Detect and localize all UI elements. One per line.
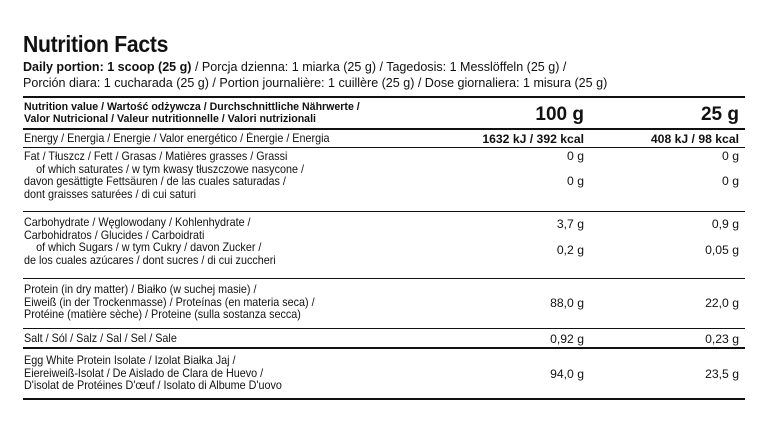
protein-value-portion: 22,0 g xyxy=(705,296,739,310)
header-per-portion: 25 g xyxy=(700,104,739,125)
energy-label-line: Energy / Energia / Energie / Valor energético / Énergie / Energia xyxy=(24,132,330,145)
fat-label-line: Fat / Tłuszcz / Fett / Grasas / Matières grasses / Grassi xyxy=(24,150,288,163)
protein-label-line: Protein (in dry matter) / Białko (w suchej masie) / xyxy=(24,283,257,296)
egg-white-label-line: D'isolat de Protéines D'œuf / Isolato di Albume D'uovo xyxy=(24,379,282,392)
salt-row xyxy=(23,329,745,349)
salt-value-portion: 0,23 g xyxy=(705,332,739,346)
daily-portion-line-1 xyxy=(23,59,745,75)
nutrition-header-row xyxy=(23,98,745,130)
egg-white-label xyxy=(24,355,282,393)
carbohydrate-value-portion: 0,9 g xyxy=(711,217,739,231)
sugars-value-100g: 0,2 g xyxy=(556,243,584,257)
egg-white-row xyxy=(23,349,745,398)
protein-label-line: Eiweiß (in der Trockenmasse) / Proteínas (en materia seca) / xyxy=(24,295,315,309)
sugars-value-portion: 0,05 g xyxy=(705,243,739,257)
salt-label xyxy=(24,333,177,346)
fat-label-line: davon gesättigte Fettsäuren / de las cuales saturadas / xyxy=(24,175,286,188)
nutrition-table xyxy=(23,96,745,400)
carbohydrate-label-line: of which Sugars / w tym Cukry / davon Zucker / xyxy=(36,241,262,254)
saturates-value-portion: 0 g xyxy=(722,174,739,188)
header-label-line: Valor Nutricional / Valeur nutritionnelle / Valori nutrizionali xyxy=(24,113,316,126)
carbohydrate-row xyxy=(23,212,745,279)
header-label xyxy=(24,101,360,125)
fat-row xyxy=(23,148,745,212)
egg-white-label-line: Egg White Protein Isolate / Izolat Białka Jaj / xyxy=(24,354,236,367)
fat-value-100g: 0 g xyxy=(567,149,584,163)
carbohydrate-label-line: Carbohidratos / Glucides / Carboidrati xyxy=(24,228,205,242)
daily-portion-text xyxy=(23,59,745,91)
egg-white-value-100g: 94,0 g xyxy=(550,367,584,381)
header-label-line: Nutrition value / Wartość odżywcza / Durchschnittliche Nährwerte / xyxy=(24,101,360,113)
header-per-100g: 100 g xyxy=(535,104,584,125)
protein-label-line: Protéine (matière sèche) / Proteine (sulla sostanza secca) xyxy=(24,308,301,321)
carbohydrate-label-line: de los cuales azúcares / dont sucres / di cui zuccheri xyxy=(24,253,276,267)
energy-value-portion: 408 kJ / 98 kcal xyxy=(650,132,739,146)
energy-row xyxy=(23,130,745,148)
daily-portion-line-2: Porción diara: 1 cucharada (25 g) / Portion journalière: 1 cuillère (25 g) / Dose giornaliera: 1 misura (25 g) xyxy=(23,75,608,90)
energy-value-100g: 1632 kJ / 392 kcal xyxy=(482,132,584,146)
protein-row xyxy=(23,279,745,329)
fat-label-line: of which saturates / w tym kwasy tłuszczowe nasycone / xyxy=(36,162,304,176)
carbohydrate-label xyxy=(24,217,276,267)
nutrition-label xyxy=(23,30,745,91)
daily-portion-rest: / Porcja dzienna: 1 miarka (25 g) / Tagedosis: 1 Messlöffeln (25 g) / xyxy=(191,59,567,74)
carbohydrate-value-100g: 3,7 g xyxy=(556,217,584,231)
fat-label xyxy=(24,151,304,201)
fat-label-line: dont graisses saturées / di cui saturi xyxy=(24,187,197,201)
carbohydrate-label-line: Carbohydrate / Węglowodany / Kohlenhydrate / xyxy=(24,216,251,229)
protein-value-100g: 88,0 g xyxy=(550,296,584,310)
salt-value-100g: 0,92 g xyxy=(550,332,584,346)
egg-white-label-line: Eiereiweiß-Isolat / De Aislado de Clara de Huevo / xyxy=(24,366,264,380)
saturates-value-100g: 0 g xyxy=(567,174,584,188)
daily-portion-bold: Daily portion: 1 scoop (25 g) xyxy=(23,59,192,74)
salt-label-line: Salt / Sól / Salz / Sal / Sel / Sale xyxy=(24,332,177,345)
nutrition-facts-title: Nutrition Facts xyxy=(23,31,169,57)
energy-label xyxy=(24,133,329,146)
fat-value-portion: 0 g xyxy=(722,149,739,163)
protein-label xyxy=(24,284,315,322)
egg-white-value-portion: 23,5 g xyxy=(705,367,739,381)
